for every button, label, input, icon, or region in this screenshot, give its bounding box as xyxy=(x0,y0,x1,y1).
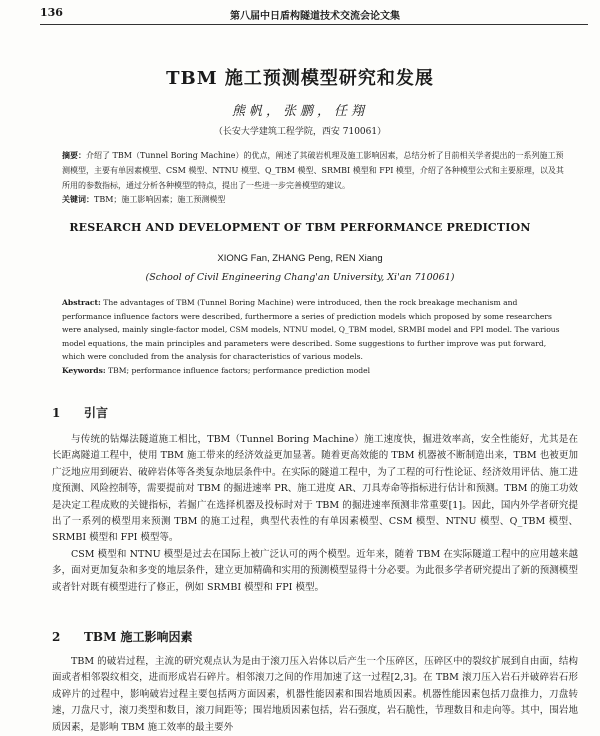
section-title: 引言 xyxy=(84,406,109,420)
keywords-cn xyxy=(62,192,568,207)
journal-name: 第八届中日盾构隧道技术交流会论文集 xyxy=(230,11,400,22)
abstract-en-text: The advantages of TBM (Tunnel Boring Machine) were introduced, then the rock breakage mechanism and performance influence factors were described, furthermore a series of prediction models which proposed by some researchers were analysed, mainly single-factor model, CSM models, NTNU model, Q_TBM model, SRMBI model and FPI model. The various model equations, the main principles and parameters were described. Some suggestions to further improve was put forward, which were concluded from the analysis for characteristics of various models. xyxy=(62,298,560,361)
keywords-cn-text: TBM；施工影响因素；施工预测模型 xyxy=(94,195,226,204)
paragraph: CSM 模型和 NTNU 模型是过去在国际上被广泛认可的两个模型。近年来，随着 TBM 在实际隧道工程中的应用越来越多，面对更加复杂和多变的地层条件，建立更加精确和实用的预测模型显得十分必要。为此很多学者研究提出了新的预测模型或者针对既有模型进行了修正，例如 SRMBI 模型和 FPI 模型。 xyxy=(52,548,578,593)
abstract-cn xyxy=(62,148,568,193)
paragraph: 与传统的钻爆法隧道施工相比，TBM（Tunnel Boring Machine）施工速度快，掘进效率高，安全性能好，尤其是在长距离隧道工程中，使用 TBM 施工带来的经济效益更加显著。随着更高效能的 TBM 机器被不断制造出来，TBM 也被更加广泛地应用到硬岩、破碎岩体等各类复杂地层条件中。在实际的隧道工程中，为了工程的可行性论证、经济效用评估、施工进度预测、风险控制等，需要提前对 TBM 的掘进速率 PR、施工进度 AR、刀具寿命等指标进行估计和预测。TBM 的施工功效是决定工程成败的关键指标，若掘广在选择机器及投标时对于 TBM 的掘进速率预测非常重要[1]。因此，国内外学者研究提出了一系列的模型用来预测 TBM 的施工过程，典型代表性的有单因素模型、CSM 模型、NTNU 模型、Q_TBM 模型、SRMBI 模型和 FPI 模型等。 xyxy=(52,434,578,544)
affiliation-cn: （长安大学建筑工程学院，西安 710061） xyxy=(213,127,387,137)
section-2-body xyxy=(52,654,578,736)
abstract-en xyxy=(62,296,568,377)
page-number: 136 xyxy=(40,6,63,19)
keywords-en-text: TBM; performance influence factors; performance prediction model xyxy=(108,365,371,375)
section-number: 2 xyxy=(52,630,61,644)
keywords-en-label: Keywords: xyxy=(62,365,106,375)
abstract-cn-text: 介绍了 TBM（Tunnel Boring Machine）的优点，阐述了其破岩机理及施工影响因素，总结分析了目前相关学者提出的一系列施工预测模型，主要有单因素模型、CSM 模型、NTNU 模型、Q_TBM 模型、SRMBI 模型和 FPI 模型，介绍了各种模型公式和主要原理，以及其所用的参数指标，通过分析各种模型的特点，提出了一些进一步完善模型的建议。 xyxy=(62,151,564,190)
paper-title-cn: TBM 施工预测模型研究和发展 xyxy=(166,68,434,89)
section-title: TBM 施工影响因素 xyxy=(84,630,193,644)
paper-title-en: RESEARCH AND DEVELOPMENT OF TBM PERFORMANCE PREDICTION xyxy=(69,221,531,234)
authors-cn: 熊帆，张鹏，任翔 xyxy=(231,104,368,119)
section-number: 1 xyxy=(52,406,61,420)
section-1-body xyxy=(52,432,578,596)
abstract-en-label: Abstract: xyxy=(62,298,101,307)
paragraph: TBM 的破岩过程，主流的研究观点认为是由于滚刀压入岩体以后产生一个压碎区，压碎区中的裂纹扩展到自由面，结构面或者相邻裂纹相交，进而形成岩石碎片。相邻滚刀之间的作用加速了这一过程[2,3]。在 TBM 滚刀压入岩石并破碎岩石形成碎片的过程中，影响破岩过程主要包括两方面因素，机器性能因素和围岩地质因素。机器性能因素包括刀盘推力，刀盘转速，刀盘尺寸，滚刀类型和数目，滚刀间距等；围岩地质因素包括，岩石强度，岩石脆性，节理数目和走向等。其中，围岩地质因素，是影响 TBM 施工效率的最主要外 xyxy=(52,656,578,733)
affiliation-en: (School of Civil Engineering Chang'an University, Xi'an 710061) xyxy=(145,272,455,283)
abstract-cn-label: 摘要： xyxy=(62,150,86,160)
authors-en: XIONG Fan, ZHANG Peng, REN Xiang xyxy=(217,253,383,264)
section-heading-1 xyxy=(52,404,108,421)
section-heading-2 xyxy=(52,628,193,645)
running-header xyxy=(40,6,588,22)
header-rule xyxy=(40,24,588,25)
keywords-cn-label: 关键词： xyxy=(62,194,94,204)
